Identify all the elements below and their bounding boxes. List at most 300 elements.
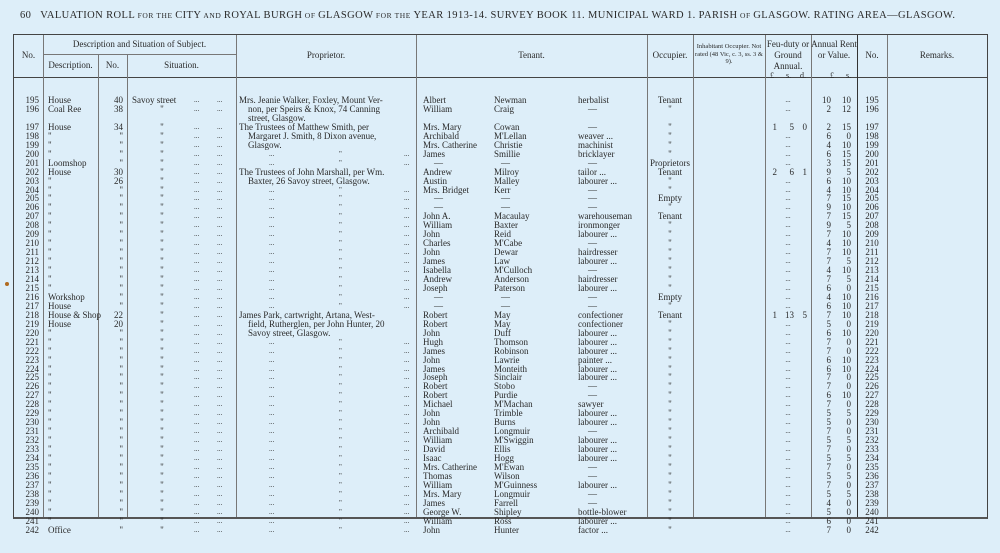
row-occupier: " [668,175,672,186]
row-proprietor-ditto: ... [269,391,275,400]
row-situation: " [160,193,164,204]
row-description: " [48,193,52,204]
row-situation-dots: ... [217,454,223,462]
row-proprietor-ditto: ... [404,239,410,248]
row-feu-shillings: 5 [789,121,794,132]
row-proprietor-ditto: " [339,257,342,266]
row-description: " [48,488,52,499]
row-situation-dots: ... [194,382,200,391]
row-number-right: 218 [865,309,879,320]
row-occupation: labourer ... [578,345,617,356]
row-rent-pounds: 5 [826,435,831,446]
row-proprietor-ditto: ... [404,418,410,427]
row-description: " [48,408,52,419]
row-occupation: — [588,184,597,195]
row-situation-dots: ... [217,471,223,480]
row-tenant-last: Christie [494,139,523,150]
row-proprietor-ditto: ... [404,409,410,418]
row-number-right: 227 [865,390,879,401]
row-proprietor-ditto: ... [269,149,275,158]
row-house-number: " [119,336,123,347]
row-situation: " [160,524,164,535]
row-tenant-first: John [423,229,441,240]
row-number: 204 [25,184,39,195]
row-situation-dots: ... [217,185,223,194]
row-number-right: 228 [865,399,879,410]
row-rent-pounds: 6 [826,363,831,374]
row-feu-none: ... [785,203,791,212]
row-number-right: 224 [865,363,879,374]
row-situation-dots: ... [194,409,200,418]
row-proprietor-ditto: ... [269,489,275,498]
row-situation-dots: ... [217,346,223,355]
row-rent-shillings: 0 [846,381,851,392]
row-tenant-first: — [434,300,443,311]
row-feu-none: ... [785,212,791,221]
row-occupation: labourer ... [578,327,617,338]
row-number-right: 205 [865,193,879,204]
row-tenant-last: Trimble [494,408,523,419]
row-occupation: hairdresser [578,247,618,258]
row-number: 195 [25,95,39,105]
row-occupation: labourer ... [578,453,617,463]
row-feu-none: ... [785,230,791,239]
row-tenant-first: Mrs. Mary [423,488,462,499]
col-line [43,35,44,517]
row-tenant-first: Robert [423,318,448,329]
row-feu-pounds: 1 [772,121,777,132]
row-situation: " [160,336,164,347]
row-rent-shillings: 15 [842,121,851,132]
row-house-number: 26 [114,175,123,186]
row-proprietor-ditto: " [339,275,342,283]
row-tenant-first: David [423,444,445,455]
row-house-number: " [119,202,123,213]
row-description: " [48,238,52,249]
row-situation: " [160,175,164,186]
row-description: " [48,497,52,508]
row-feu-none: ... [785,292,791,301]
row-proprietor-ditto: ... [404,275,410,283]
row-occupation: tailor ... [578,166,606,177]
row-rent-pounds: 4 [826,265,831,276]
row-situation-dots: ... [217,122,223,131]
row-feu-shillings: 13 [785,309,794,320]
row-feu-none: ... [785,319,791,328]
row-number-right: 196 [865,103,879,114]
row-number: 214 [25,274,39,284]
row-situation-dots: ... [217,221,223,230]
row-situation: " [160,274,164,284]
row-occupation: — [588,103,597,114]
row-occupier: " [668,363,672,374]
row-tenant-last: Newman [494,95,527,105]
row-tenant-first: Robert [423,309,448,320]
row-number-right: 225 [865,372,879,383]
row-description: " [48,256,52,267]
row-proprietor-ditto: ... [404,158,410,167]
row-description: " [48,130,52,141]
row-tenant-last: M'Lellan [494,130,527,141]
row-rent-pounds: 10 [822,95,831,105]
row-situation-dots: ... [194,328,200,337]
row-proprietor-ditto: " [339,462,342,471]
row-situation-dots: ... [217,364,223,373]
row-occupier: Proprietors [650,157,690,168]
row-house-number: " [119,506,123,517]
row-feu-pounds: 1 [772,309,777,320]
row-feu-pence: 0 [802,121,807,132]
row-situation-dots: ... [194,445,200,454]
row-occupier: " [668,417,672,428]
proprietor-line: Savoy street, Glasgow. [248,327,331,338]
row-situation-dots: ... [217,382,223,391]
row-rent-shillings: 0 [846,372,851,383]
row-situation-dots: ... [194,248,200,257]
row-feu-shillings: 6 [789,166,794,177]
row-house-number: 22 [114,309,123,320]
row-tenant-first: — [434,157,443,168]
row-proprietor-ditto: " [339,436,342,445]
row-rent-pounds: 6 [826,327,831,338]
row-house-number: " [119,354,123,365]
row-house-number: " [119,444,123,455]
row-feu-none: ... [785,221,791,230]
row-situation-dots: ... [194,436,200,445]
row-rent-shillings: 5 [846,470,851,481]
row-number: 211 [25,247,39,258]
row-proprietor-ditto: ... [404,283,410,292]
row-proprietor-ditto: ... [404,427,410,436]
row-situation-dots: ... [217,462,223,471]
row-rent-shillings: 12 [842,103,851,114]
row-occupier: Empty [658,291,682,302]
row-tenant-last: Wilson [494,470,520,481]
row-situation-dots: ... [194,158,200,167]
row-occupation: — [588,291,597,302]
row-proprietor-ditto: " [339,185,342,194]
row-description: " [48,274,52,284]
row-occupier: " [668,524,672,535]
row-tenant-last: Burns [494,417,516,428]
row-number-right: 208 [865,220,879,231]
row-proprietor-ditto: ... [269,364,275,373]
row-occupation: warehouseman [578,211,632,222]
row-house-number: " [119,265,123,276]
row-proprietor-ditto: " [339,454,342,462]
row-occupation: labourer ... [578,408,617,419]
row-proprietor-ditto: ... [269,516,275,525]
row-situation: " [160,309,164,320]
row-description: " [48,148,52,159]
row-proprietor-ditto: ... [404,185,410,194]
row-tenant-last: M'Cabe [494,238,523,249]
row-proprietor-ditto: " [339,489,342,498]
row-tenant-last: Lawrie [494,354,520,365]
row-tenant-first: James [423,363,445,374]
row-number: 210 [25,238,39,249]
row-occupier: " [668,488,672,499]
row-number: 221 [25,336,39,347]
row-number: 231 [25,426,39,437]
row-tenant-last: — [501,300,510,311]
row-occupier: " [668,256,672,267]
paper-blemish [5,282,9,286]
row-house-number: " [119,488,123,499]
row-tenant-last: Baxter [494,220,518,231]
row-number: 220 [25,327,39,338]
row-proprietor-ditto: ... [404,364,410,373]
row-house-number: " [119,524,123,535]
row-rent-pounds: 7 [826,381,831,392]
row-situation-dots: ... [217,516,223,525]
row-occupier: Tenant [657,166,683,177]
row-proprietor-ditto: ... [269,409,275,418]
row-situation: " [160,211,164,222]
row-feu-none: ... [785,498,791,507]
row-number-right: 237 [865,479,879,490]
row-proprietor-ditto: ... [404,498,410,507]
row-rent-shillings: 0 [846,461,851,472]
col-line [811,35,812,517]
row-proprietor-ditto: " [339,355,342,364]
row-proprietor-ditto: " [339,400,342,409]
row-tenant-first: — [434,193,443,204]
row-situation-dots: ... [217,310,223,319]
row-house-number: " [119,229,123,240]
row-tenant-last: M'Guinness [494,479,538,490]
row-feu-none: ... [785,96,791,104]
proprietor-line: The Trustees of John Marshall, per Wm. [239,166,385,177]
row-tenant-first: Archibald [423,130,459,141]
row-situation-dots: ... [194,96,200,104]
row-tenant-first: John [423,408,441,419]
proprietor-line: field, Rutherglen, per John Hunter, 20 [248,318,385,329]
row-number: 196 [25,103,39,114]
row-tenant-first: William [423,435,453,446]
row-number-right: 199 [865,139,879,150]
row-tenant-last: Law [494,256,510,267]
row-situation-dots: ... [194,346,200,355]
row-proprietor-ditto: " [339,346,342,355]
feu-unit-shillings: s. [786,71,792,80]
row-situation-dots: ... [194,480,200,489]
row-number: 212 [25,256,39,267]
row-rent-shillings: 10 [842,354,851,365]
row-tenant-first: John [423,417,441,428]
row-proprietor-ditto: ... [404,203,410,212]
row-situation: " [160,488,164,499]
row-situation-dots: ... [217,257,223,266]
row-occupier: " [668,265,672,276]
row-proprietor-ditto: ... [269,185,275,194]
row-situation: Savoy street [132,95,177,105]
row-house-number: 38 [114,103,123,114]
row-feu-none: ... [785,373,791,382]
row-proprietor-ditto: ... [404,525,410,534]
row-rent-pounds: 5 [826,470,831,481]
row-number: 228 [25,399,39,410]
row-occupation: — [588,381,597,392]
row-proprietor-ditto: ... [269,382,275,391]
row-rent-pounds: 7 [826,479,831,490]
row-feu-none: ... [785,436,791,445]
row-tenant-last: Reid [494,229,511,240]
row-feu-none: ... [785,364,791,373]
row-tenant-last: M'Swiggin [494,435,534,446]
row-proprietor-ditto: ... [269,454,275,462]
row-feu-none: ... [785,382,791,391]
row-occupation: — [588,470,597,481]
row-feu-none: ... [785,158,791,167]
row-situation-dots: ... [194,373,200,382]
row-proprietor-ditto: ... [269,221,275,230]
rent-unit-pounds: £ [830,71,834,80]
row-situation-dots: ... [217,400,223,409]
row-number: 229 [25,408,39,419]
row-rent-pounds: 5 [826,408,831,419]
row-situation-dots: ... [217,480,223,489]
row-description: Loomshop [48,157,87,168]
row-number-right: 216 [865,291,879,302]
feu-unit-pence: d. [800,71,806,80]
row-description: " [48,417,52,428]
row-description: " [48,327,52,338]
row-rent-pounds: 7 [826,426,831,437]
row-description: " [48,506,52,517]
row-rent-pounds: 6 [826,130,831,141]
row-feu-none: ... [785,194,791,203]
row-rent-pounds: 7 [826,211,831,222]
row-rent-pounds: 6 [826,515,831,526]
row-tenant-first: Thomas [423,470,452,481]
row-number-right: 238 [865,488,879,499]
row-proprietor-ditto: " [339,158,342,167]
proprietor-line: Baxter, 26 Savoy street, Glasgow. [248,175,370,186]
row-number: 206 [25,202,39,213]
row-occupier: " [668,184,672,195]
row-rent-shillings: 5 [846,256,851,267]
row-number: 201 [25,157,39,168]
row-feu-none: ... [785,427,791,436]
row-rent-shillings: 0 [846,282,851,293]
proprietor-line: street, Glasgow. [248,112,306,123]
row-situation: " [160,461,164,472]
row-rent-pounds: 2 [826,103,831,114]
header-house-no: No. [105,60,120,70]
row-tenant-first: Robert [423,390,448,401]
row-proprietor-ditto: ... [404,480,410,489]
row-proprietor-ditto: ... [404,301,410,310]
row-tenant-first: Andrew [423,274,452,284]
row-situation-dots: ... [217,355,223,364]
row-situation-dots: ... [194,418,200,427]
row-occupation: labourer ... [578,363,617,374]
row-feu-none: ... [785,516,791,525]
row-situation: " [160,381,164,392]
row-situation: " [160,417,164,428]
row-occupation: herbalist [578,95,609,105]
row-situation: " [160,479,164,490]
row-occupier: " [668,327,672,338]
row-situation-dots: ... [194,525,200,534]
row-situation-dots: ... [194,319,200,328]
row-situation: " [160,121,164,132]
row-number: 230 [25,417,39,428]
row-house-number: " [119,426,123,437]
row-description: " [48,282,52,293]
row-situation: " [160,470,164,481]
row-situation-dots: ... [217,445,223,454]
row-situation-dots: ... [217,283,223,292]
row-number: 219 [25,318,39,329]
row-house-number: " [119,408,123,419]
row-situation-dots: ... [217,373,223,382]
row-situation-dots: ... [217,418,223,427]
row-proprietor-ditto: ... [404,507,410,516]
roll-title: VALUATION ROLL FOR THE CITY AND ROYAL BURGH OF GLASGOW FOR THE YEAR 1913-14. SURVEY BOOK 11. MUNICIPAL WARD 1. PARISH OF GLASGOW. RATING AREA—GLASGOW. [40,10,956,21]
row-situation-dots: ... [194,275,200,283]
header-proprietor: Proprietor. [306,50,346,60]
row-occupier: " [668,300,672,311]
row-situation: " [160,157,164,168]
row-description: House [48,121,71,132]
row-proprietor-ditto: " [339,301,342,310]
row-number: 197 [25,121,39,132]
row-occupier: " [668,103,672,114]
row-number-right: 204 [865,184,879,195]
proprietor-line: Glasgow. [248,139,282,150]
row-feu-none: ... [785,266,791,275]
row-tenant-last: Kerr [494,184,511,195]
row-description: " [48,470,52,481]
row-house-number: " [119,399,123,410]
row-situation-dots: ... [217,149,223,158]
row-situation-dots: ... [217,319,223,328]
row-situation-dots: ... [194,176,200,185]
row-tenant-first: John [423,247,441,258]
row-situation-dots: ... [194,337,200,346]
row-description: " [48,229,52,240]
row-occupier: " [668,238,672,249]
row-occupation: — [588,202,597,213]
row-house-number: 20 [114,318,123,329]
row-feu-none: ... [785,131,791,140]
row-description: " [48,184,52,195]
row-rent-shillings: 5 [846,453,851,463]
row-tenant-first: Robert [423,381,448,392]
row-rent-pounds: 6 [826,175,831,186]
row-proprietor-ditto: " [339,212,342,221]
row-occupation: weaver ... [578,130,613,141]
row-proprietor-ditto: ... [269,462,275,471]
row-number-right: 219 [865,318,879,329]
row-tenant-last: Purdie [494,390,518,401]
row-proprietor-ditto: ... [404,337,410,346]
row-number: 227 [25,390,39,401]
row-proprietor-ditto: ... [269,266,275,275]
row-occupier: " [668,139,672,150]
row-tenant-last: Ross [494,515,512,526]
row-rent-pounds: 6 [826,390,831,401]
row-proprietor-ditto: " [339,480,342,489]
row-occupier: " [668,345,672,356]
row-number-right: 212 [865,256,879,267]
row-rent-pounds: 9 [826,220,831,231]
row-tenant-last: Sinclair [494,372,522,383]
row-rent-pounds: 4 [826,497,831,508]
row-number-right: 240 [865,506,879,517]
